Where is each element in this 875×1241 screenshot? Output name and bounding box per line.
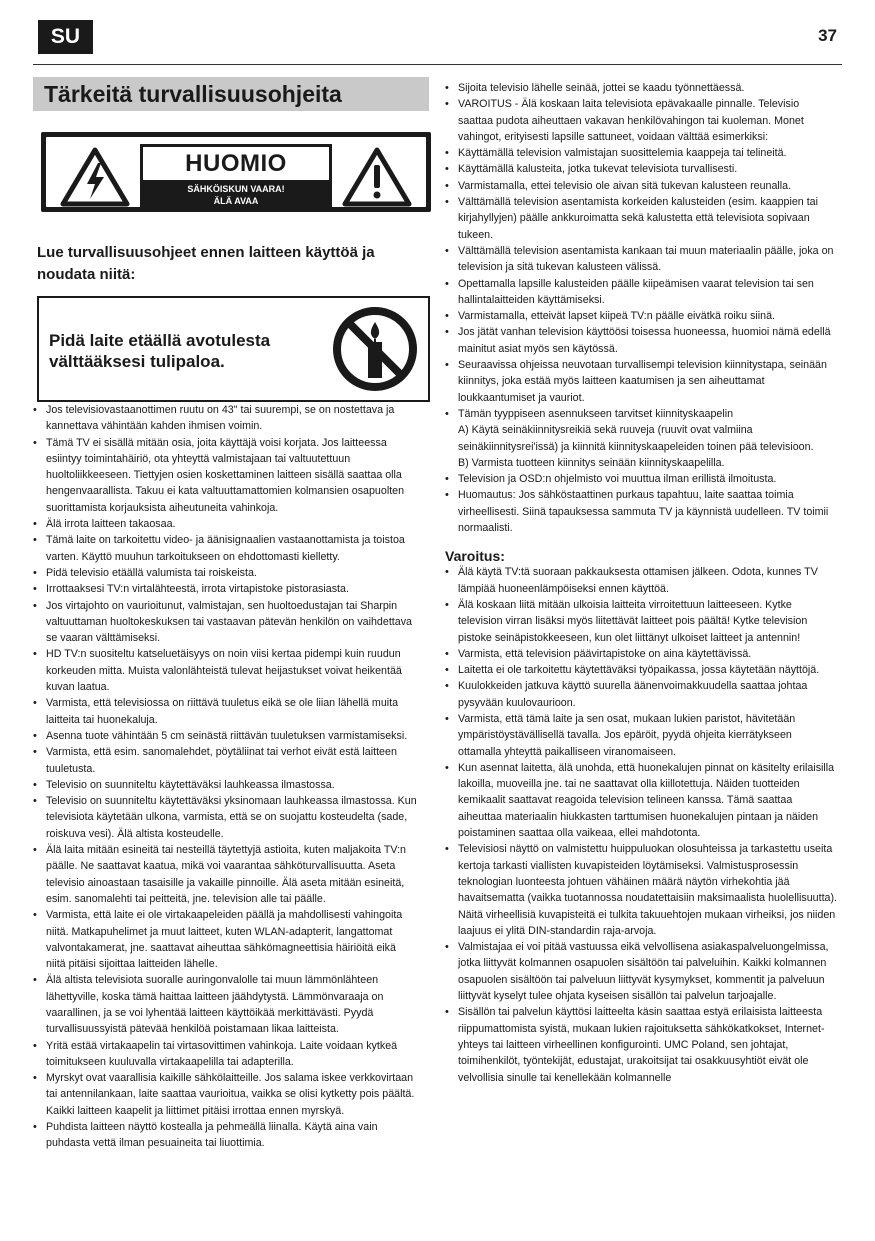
list-item: • Varmista, että esim. sanomalehdet, pöytäliinat tai verhot eivät estä laitteen tuuletusta.	[33, 744, 417, 777]
list-item: • Älä laita mitään esineitä tai nesteillä täytettyjä astioita, kuten maljakoita TV:n päälle. Ne saattavat kaatua, mikä voi vaarantaa sähköturvallisuutta. Aseta televisio ainoastaan tasaisille ja vakaille pinnoille. Älä aseta mitään esineitä, esim. sanomalehti tai peitteitä, jne. television alle tai päälle.	[33, 842, 417, 907]
list-item: • Sisällön tai palvelun käyttösi laitteelta käsin saattaa estyä erilaisista laitteesta riippumattomista syistä, mukaan lukien rajoituksetta sähkökatkokset, Internet-yhteys tai laitteen virheellinen konfigurointi. UMC Poland, sen johtajat, toimihenkilöt, työntekijät, edustajat, urakoitsijat tai osakkuusyhtiöt eivät ole velvollisia sinulle tai kenellekään kolmannelle	[445, 1004, 837, 1085]
language-badge: SU	[38, 20, 93, 54]
list-item: • Varmista, että television päävirtapistoke on aina käytettävissä.	[445, 646, 837, 662]
list-item: • Laitetta ei ole tarkoitettu käytettäväksi työpaikassa, jossa käytetään näyttöjä.	[445, 662, 837, 678]
varoitus-bullet-list	[445, 564, 837, 1086]
list-item: • Kun asennat laitetta, älä unohda, että huonekalujen pinnat on käsitelty erilaisilla lakoilla, muoveilla jne. tai ne saattavat olla kiillotettuja. Näiden tuotteiden kemikaalit saattavat reagoida television telineen kanssa. Tämä saattaa aiheuttaa materiaalin hiukkasten tarttumisen huonekalujen pintaan ja näiden poistaminen saattaa olla vaikeaa, ellei mahdotonta.	[445, 760, 837, 841]
varoitus-heading: Varoitus:	[445, 548, 505, 565]
list-item: • Jos virtajohto on vaurioitunut, valmistajan, sen huoltoedustajan tai Sharpin valtuuttaman huoltokeskuksen tai vastaavan pätevän henkilön on vaihdettava se vaaran välttämiseksi.	[33, 598, 417, 647]
list-item: • Varmistamalla, etteivät lapset kiipeä TV:n päälle eivätkä roiku siinä.	[445, 308, 837, 324]
huomio-title: HUOMIO	[185, 150, 287, 177]
list-item: • Välttämällä television asentamista korkeiden kalusteiden (esim. kaappien tai kirjahyllyjen) päälle ankkuroimatta sekä kalustetta että televisiota sopivaan tukeen.	[445, 194, 837, 243]
right-column	[445, 80, 840, 1086]
page-title: Tärkeitä turvallisuusohjeita	[33, 77, 429, 111]
no-open-flame-icon	[330, 304, 420, 394]
right-bullet-list	[445, 80, 837, 406]
left-bullet-list	[33, 402, 417, 1152]
intro-heading: Lue turvallisuusohjeet ennen laitteen käyttöä ja noudata niitä:	[37, 244, 375, 283]
huomio-subtitle	[143, 180, 329, 207]
fire-warning-text: Pidä laite etäällä avotulesta välttääksesi tulipaloa.	[49, 331, 271, 371]
list-item: • Huomautus: Jos sähköstaattinen purkaus tapahtuu, laite saattaa toimia virheellisesti. Siinä tapauksessa sammuta TV ja käynnistä uudelleen. TV toimii normaalisti.	[445, 487, 837, 536]
list-item: • Valmistajaa ei voi pitää vastuussa eikä velvollisena asiakaspalveluongelmissa, jotka liittyvät kolmannen osapuolen sisältöön tai palveluihin. Kaikki kolmannen osapuolen sisältöön tai palveluun liittyvät kysymykset, kommentit ja palveluun liittyvät kyselyt tulee ohjata kyseisen sisällön tai palvelun tarjoajalle.	[445, 939, 837, 1004]
list-item	[445, 406, 837, 471]
cable-bullet-list	[445, 406, 837, 471]
list-item: • Televisio on suunniteltu käytettäväksi lauhkeassa ilmastossa.	[33, 777, 417, 793]
huomio-line-1: SÄHKÖISKUN VAARA!	[187, 184, 285, 194]
list-item: • Television ja OSD:n ohjelmisto voi muuttua ilman erillistä ilmoitusta.	[445, 471, 837, 487]
list-item: • Tämä TV ei sisällä mitään osia, joita käyttäjä voisi korjata. Jos laitteessa esiintyy toimintahäiriö, ota yhteyttä valmistajaan tai valtuutettuun huoltoliikkeeseen. Tiettyjen osien koskettaminen laitteen sisällä saattaa olla hengenvaarallista. Takuu ei kata valtuuttamattomien kolmansien osapuolten suorittamista korjauksista aiheutuneita vahinkoja.	[33, 435, 417, 516]
list-item: • Yritä estää virtakaapelin tai virtasovittimen vahinkoja. Laite voidaan kytkeä toimitukseen kuuluvalla virtakaapelilla tai adapterilla.	[33, 1038, 417, 1071]
list-item: • Opettamalla lapsille kalusteiden päälle kiipeämisen vaarat television tai sen hallintalaitteiden käyttämiseksi.	[445, 276, 837, 309]
list-item: • Älä irrota laitteen takaosaa.	[33, 516, 417, 532]
list-item: • Tämä laite on tarkoitettu video- ja äänisignaalien vastaanottamista ja toistoa varten. Käyttö muuhun tarkoitukseen on ehdottomasti kielletty.	[33, 532, 417, 565]
list-item: • Älä altista televisiota suoralle auringonvalolle tai muun lämmönlähteen lähettyville, koska tämä haittaa laitteen jäähdytystä. Lämmönvaraaja on vaarallinen, ja se voi lyhentää laitteen käyttöikää merkittävästi. Pyydä turvallisuussyistä pätevää henkilöä poistamaan likaa laitteista.	[33, 972, 417, 1037]
list-item: • HD TV:n suositeltu katseluetäisyys on noin viisi kertaa pidempi kuin ruudun korkeuden mitta. Muista valonlähteistä tulevat heijastukset voivat heikentää kuvan laatua.	[33, 646, 417, 695]
huomio-line-2: ÄLÄ AVAA	[213, 196, 259, 206]
list-item: • Asenna tuote vähintään 5 cm seinästä riittävän tuuletuksen varmistamiseksi.	[33, 728, 417, 744]
list-item: • Älä koskaan liitä mitään ulkoisia laitteita virroitettuun laitteeseen. Kytke television virran lisäksi myös liitettävät laitteet pois päältä! Kytke television pistoke seinäpistokkeeseen, kun olet liittänyt ulkoiset laitteet ja antennin!	[445, 597, 837, 646]
page-number: 37	[818, 26, 837, 45]
list-item: • Varmista, että televisiossa on riittävä tuuletus eikä se ole liian lähellä muita laitteita tai huonekaluja.	[33, 695, 417, 728]
header-rule	[33, 64, 842, 65]
list-item: • Televisiosi näyttö on valmistettu huippuluokan olosuhteissa ja tarkastettu useita kertoja tarkasti viallisten kuvapisteiden löytämiseksi. Valmistusprosessin teknologian luonteesta johtuen vähäinen määrä näytön virhekohtia jää havaitsematta (vaikka tuotannossa noudatettaisiin maksimaalista huolellisuutta). Näitä virheellisiä kuvapisteitä ei tulkita takuuehtojen mukaan virheiksi, jos niiden laajuus ei ylitä DIN-standardin raja-arvoja.	[445, 841, 837, 939]
exclamation-warning-icon	[342, 147, 412, 207]
huomio-label	[140, 144, 332, 210]
electric-warning-sign	[41, 132, 431, 212]
list-item: • Seuraavissa ohjeissa neuvotaan turvallisempi television kiinnitystapa, seinään kiinnitys, joka estää myös laitteen kaatumisen ja sen aiheuttamat loukkaantumiset ja vauriot.	[445, 357, 837, 406]
list-item: • Jos televisiovastaanottimen ruutu on 43" tai suurempi, se on nostettava ja kannettava vähintään kahden ihmisen voimin.	[33, 402, 417, 435]
left-column	[33, 77, 429, 1152]
list-item: • Sijoita televisio lähelle seinää, jottei se kaadu työnnettäessä.	[445, 80, 837, 96]
cable-line-2: A) Käytä seinäkiinnitysreikiä sekä ruuveja (ruuvit ovat valmiina seinäkiinnitysrei'issä) ja kiinnitä kiinnityskaapeleiden toinen pää televisioon.	[458, 424, 814, 453]
list-item: • VAROITUS - Älä koskaan laita televisiota epävakaalle pinnalle. Televisio saattaa pudota aiheuttaen vakavan henkilövahingon tai kuoleman. Monet vahingot, erityisesti lapsille sattuneet, voidaan välttää esimerkiksi:	[445, 96, 837, 145]
cable-line-3: B) Varmista tuotteen kiinnitys seinään kiinnityskaapelilla.	[458, 456, 725, 469]
list-item: • Käyttämällä kalusteita, jotka tukevat televisiota turvallisesti.	[445, 161, 837, 177]
list-item: • Varmistamalla, ettei televisio ole aivan sitä tukevan kalusteen reunalla.	[445, 178, 837, 194]
list-item: • Varmista, että laite ei ole virtakaapeleiden päällä ja mahdollisesti vahingoita niitä. Matkapuhelimet ja muut laitteet, kuten WLAN-adapterit, langattomat valvontakamerat, jne. saattavat aiheuttaa sähkömagneettisia häiriöitä eikä niitä pitäisi sijoittaa laitteiden lähelle.	[33, 907, 417, 972]
list-item: • Kuulokkeiden jatkuva käyttö suurella äänenvoimakkuudella saattaa johtaa pysyvään kuulovaurioon.	[445, 678, 837, 711]
list-item: • Pidä televisio etäällä valumista tai roiskeista.	[33, 565, 417, 581]
list-item: • Myrskyt ovat vaarallisia kaikille sähkölaitteille. Jos salama iskee verkkovirtaan tai antennilankaan, laite saattaa vaurioitua, vaikka se olisi kytketty pois päältä. Kaikki laitteen kaapelit ja liittimet pitäisi irrottaa ennen myrskyä.	[33, 1070, 417, 1119]
list-item: • Varmista, että tämä laite ja sen osat, mukaan lukien paristot, hävitetään ympäristöystävällisellä tavalla. Jos epäröit, pyydä ohjeita kierrätykseen ottamalla yhteyttä paikalliseen viranomaiseen.	[445, 711, 837, 760]
list-item: • Puhdista laitteen näyttö kostealla ja pehmeällä liinalla. Käytä aina vain puhdasta vettä ilman pesuaineita tai liuottimia.	[33, 1119, 417, 1152]
right-bullet-list-2	[445, 471, 837, 536]
fire-warning-box	[37, 296, 430, 402]
list-item: • Jos jätät vanhan television käyttöösi toisessa huoneessa, huomioi nämä edellä mainitut asiat myös sen käytössä.	[445, 324, 837, 357]
list-item: • Televisio on suunniteltu käytettäväksi yksinomaan lauhkeassa ilmastossa. Kun televisiota käytetään ulkona, varmista, että se on suojattu kosteudelta (sade, roiskuva vesi). Älä altista kosteudelle.	[33, 793, 417, 842]
list-item: • Irrottaaksesi TV:n virtalähteestä, irrota virtapistoke pistorasiasta.	[33, 581, 417, 597]
lightning-warning-icon	[60, 147, 130, 207]
list-item: • Älä käytä TV:tä suoraan pakkauksesta ottamisen jälkeen. Odota, kunnes TV lämpiää huoneenlämpöiseksi ennen käyttöä.	[445, 564, 837, 597]
list-item: • Käyttämällä television valmistajan suosittelemia kaappeja tai telineitä.	[445, 145, 837, 161]
cable-line-1: • Tämän tyyppiseen asennukseen tarvitset kiinnityskaapelin	[458, 407, 734, 420]
list-item: • Välttämällä television asentamista kankaan tai muun materiaalin päälle, joka on television ja sitä tukevan kalusteen välissä.	[445, 243, 837, 276]
